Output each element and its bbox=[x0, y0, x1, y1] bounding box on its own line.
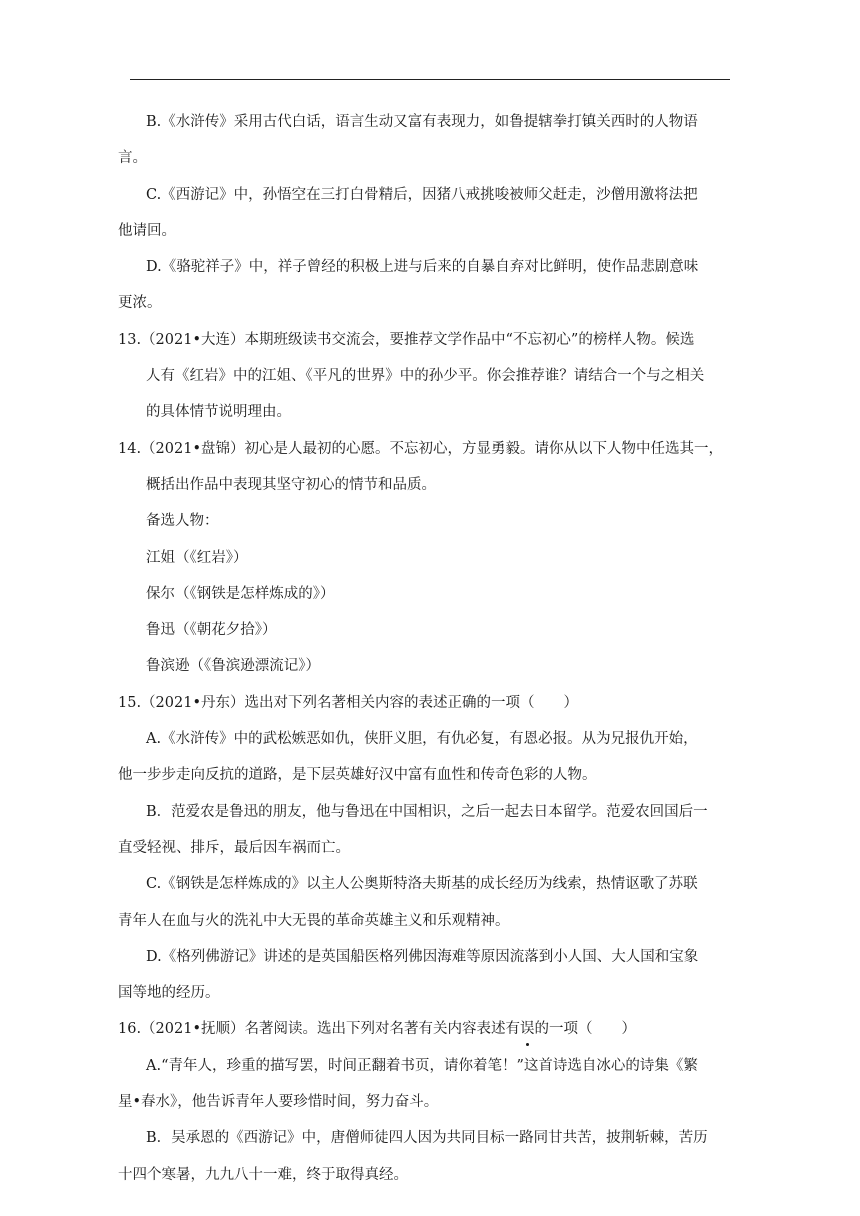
candidates-label: 备选人物： bbox=[146, 513, 219, 530]
option-text: D.《格列佛游记》讲述的是英国船医格列佛因海难等原因流落到小人国、大人国和宝象 bbox=[146, 948, 699, 965]
option-text: 星•春水》，他告诉青年人要珍惜时间，努力奋斗。 bbox=[118, 1094, 439, 1111]
q15-option-c bbox=[118, 866, 730, 939]
stem-part: 16.（2021•抚顺）名著阅读。选出下列对名著有关内容表述有 bbox=[118, 1021, 521, 1038]
question-stem: 13.（2021•大连）本期班级读书交流会，要推荐文学作品中“不忘初心”的榜样人物。候选 bbox=[118, 331, 695, 348]
q15-option-d bbox=[118, 939, 730, 1012]
question-stem: 人有《红岩》中的江姐、《平凡的世界》中的孙少平。你会推荐谁？请结合一个与之相关 bbox=[146, 368, 705, 385]
option-text: 他请回。 bbox=[118, 222, 176, 239]
q12-option-d bbox=[118, 249, 730, 322]
option-text: D.《骆驼祥子》中，祥子曾经的积极上进与后来的自暴自弃对比鲜明，使作品悲剧意味 bbox=[146, 259, 699, 276]
question-14 bbox=[118, 431, 730, 685]
question-15 bbox=[118, 685, 730, 1012]
option-text: B．范爱农是鲁迅的朋友，他与鲁迅在中国相识，之后一起去日本留学。范爱农回国后一 bbox=[146, 803, 708, 820]
option-text: 更浓。 bbox=[118, 295, 162, 312]
header-rule bbox=[130, 79, 730, 80]
q15-option-a bbox=[118, 721, 730, 794]
candidate-item: 鲁迅（《朝花夕拾》） bbox=[146, 622, 277, 639]
question-16 bbox=[118, 1011, 730, 1192]
option-text: 十四个寒暑，九九八十一难，终于取得真经。 bbox=[118, 1166, 408, 1183]
candidate-item: 鲁滨逊（《鲁滨逊漂流记》） bbox=[146, 658, 320, 675]
candidate-item: 江姐（《红岩》） bbox=[146, 549, 248, 566]
question-stem: 14.（2021•盘锦）初心是人最初的心愿。不忘初心，方显勇毅。请你从以下人物中任选其一， bbox=[118, 440, 724, 457]
emphasis-mark: 误 bbox=[520, 1011, 535, 1047]
option-text: A.《水浒传》中的武松嫉恶如仇，侠肝义胆，有仇必复，有恩必报。从为兄报仇开始， bbox=[146, 731, 698, 748]
q15-option-b bbox=[118, 794, 730, 867]
option-text: 言。 bbox=[118, 150, 147, 167]
option-text: 青年人在血与火的洗礼中大无畏的革命英雄主义和乐观精神。 bbox=[118, 912, 510, 929]
option-text: 他一步步走向反抗的道路，是下层英雄好汉中富有血性和传奇色彩的人物。 bbox=[118, 767, 597, 784]
candidate-item: 保尔（《钢铁是怎样炼成的》） bbox=[146, 585, 335, 602]
q12-option-b bbox=[118, 104, 730, 177]
q12-option-c bbox=[118, 177, 730, 250]
question-stem: 15.（2021•丹东）选出对下列名著相关内容的表述正确的一项（ ） bbox=[118, 694, 579, 711]
q16-option-b bbox=[118, 1120, 730, 1193]
option-text: B．吴承恩的《西游记》中，唐僧师徒四人因为共同目标一路同甘共苦，披荆斩棘，苦历 bbox=[146, 1130, 708, 1147]
option-text: 直受轻视、排斥，最后因车祸而亡。 bbox=[118, 839, 350, 856]
option-text: C.《钢铁是怎样炼成的》以主人公奥斯特洛夫斯基的成长经历为线索，热情讴歌了苏联 bbox=[146, 876, 698, 893]
question-stem bbox=[118, 1011, 730, 1047]
question-stem: 的具体情节说明理由。 bbox=[146, 404, 291, 421]
question-stem: 概括出作品中表现其坚守初心的情节和品质。 bbox=[146, 476, 436, 493]
option-text: A.“青年人，珍重的描写罢，时间正翻着书页，请你着笔！”这首诗选自冰心的诗集《繁 bbox=[146, 1057, 698, 1074]
option-text: 国等地的经历。 bbox=[118, 985, 220, 1002]
option-text: C.《西游记》中，孙悟空在三打白骨精后，因猪八戒挑唆被师父赶走，沙僧用激将法把 bbox=[146, 186, 698, 203]
question-13 bbox=[118, 322, 730, 431]
option-text: B.《水浒传》采用古代白话，语言生动又富有表现力，如鲁提辖拳打镇关西时的人物语 bbox=[146, 114, 698, 130]
document-body bbox=[118, 104, 730, 1193]
q16-option-a bbox=[118, 1048, 730, 1121]
stem-part: 的一项（ ） bbox=[534, 1021, 637, 1038]
